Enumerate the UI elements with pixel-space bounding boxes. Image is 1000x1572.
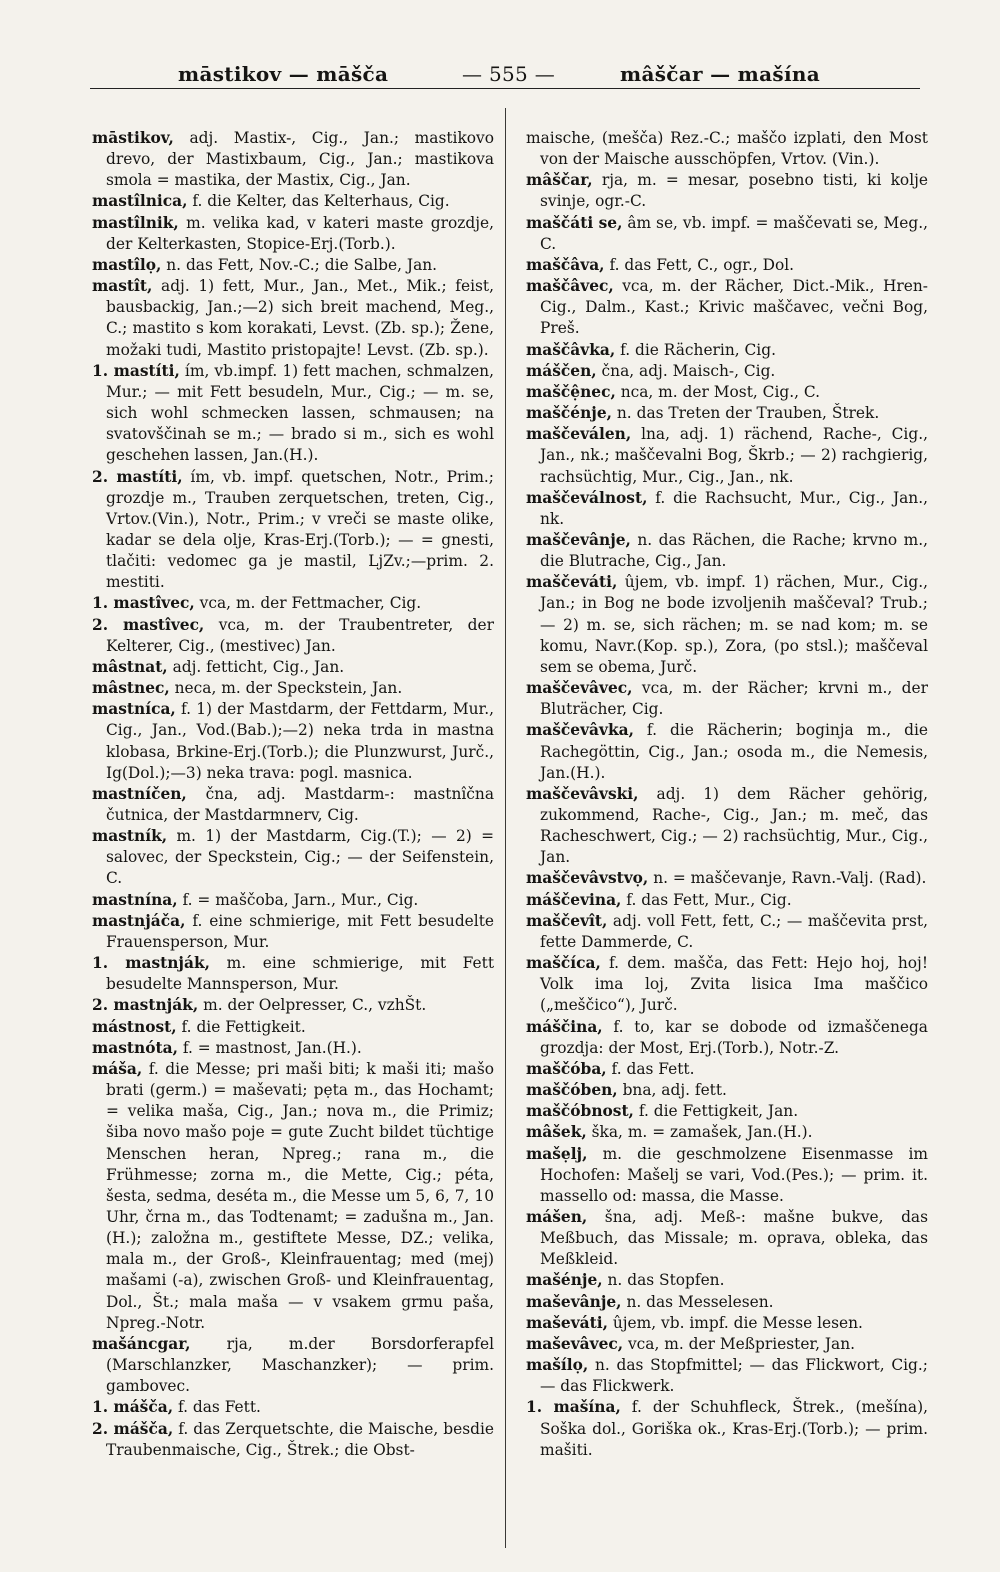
dictionary-entry <box>92 890 494 911</box>
entry-headword: maščáti se, <box>526 213 623 232</box>
dictionary-entry <box>92 657 494 678</box>
entry-definition: f. das Fett. <box>173 1398 261 1417</box>
entry-definition: rja, m. = mesar, posebno tisti, ki kolje svinje, ogr.-C. <box>540 171 928 211</box>
entry-definition: f. das Fett, Mur., Cig. <box>621 890 792 909</box>
entry-headword: maščóbnost, <box>526 1102 634 1121</box>
dictionary-entry <box>526 911 928 953</box>
dictionary-entry <box>526 784 928 869</box>
dictionary-entry <box>526 1397 928 1460</box>
entry-definition: m. 1) der Mastdarm, Cig.(T.); — 2) = salovec, der Speckstein, Cig.; — der Seifenstein, C. <box>106 827 494 888</box>
entry-headword: 1. mášča, <box>92 1398 174 1417</box>
entry-definition: rja, m.der Borsdorferapfel (Marschlanzker, Maschanzker); — prim. gambovec. <box>106 1334 494 1396</box>
entry-definition: f. die Kelter, das Kelterhaus, Cig. <box>187 192 450 211</box>
dictionary-entry <box>92 128 494 191</box>
dictionary-entry <box>92 276 494 361</box>
entry-definition: f. = maščoba, Jarn., Mur., Cig. <box>177 890 419 909</box>
entry-definition: adj. voll Fett, fett, C.; — maščevita prst, fette Dammerde, C. <box>540 911 928 951</box>
entry-definition: f. die Fettigkeit, Jan. <box>633 1102 799 1121</box>
dictionary-entry <box>526 361 928 382</box>
entry-headword: maščeválen, <box>526 425 632 444</box>
entry-headword: maščeváti, <box>526 573 618 592</box>
entry-headword: maščevâvka, <box>526 721 634 740</box>
dictionary-entry <box>526 488 928 530</box>
entry-headword: māstikov, <box>92 129 174 147</box>
dictionary-entry <box>526 678 928 720</box>
entry-headword: 2. mastnják, <box>92 996 199 1015</box>
dictionary-entry <box>526 170 928 212</box>
entry-headword: mastník, <box>92 827 168 846</box>
entry-headword: mastnjáča, <box>92 911 186 930</box>
entry-definition: neca, m. der Speckstein, Jan. <box>169 679 403 698</box>
entry-definition: vca, m. der Fettmacher, Cig. <box>194 594 422 613</box>
dictionary-entry <box>92 784 494 826</box>
entry-headword: maščóben, <box>526 1081 618 1100</box>
entry-headword: maščevâvec, <box>526 679 633 698</box>
entry-definition: n. das Rächen, die Rache; krvno m., die Blutrache, Cig., Jan. <box>540 530 928 571</box>
entry-headword: mastîlnik, <box>92 213 179 232</box>
entry-definition: n. das Treten der Trauben, Štrek. <box>612 404 880 423</box>
dictionary-entry <box>92 467 494 594</box>
dictionary-entry <box>526 1017 928 1059</box>
dictionary-entry <box>526 1207 928 1270</box>
entry-definition: čna, adj. Mastdarm-: mastnîčna čutnica, der Mastdarmnerv, Cig. <box>106 784 494 824</box>
dictionary-entry <box>92 1038 494 1059</box>
entry-definition: f. 1) der Mastdarm, der Fettdarm, Mur., Cig., Jan., Vod.(Bab.);—2) neka trda in mastna klobasa, Brkine-Erj.(Torb.); die Plunzwurst, Jurč., Ig(Dol.);—3) neka trava: pogl. masnica. <box>106 700 494 782</box>
dictionary-entry <box>526 572 928 678</box>
entry-definition: lna, adj. 1) rächend, Rache-, Cig., Jan., nk.; maščevalni Bog, Škrb.; — 2) rachgierig, rachsüchtig, Mur., Cig., Jan., nk. <box>540 425 928 486</box>
dictionary-entry <box>526 890 928 911</box>
entry-definition: n. das Stopfen. <box>602 1271 725 1290</box>
entry-definition: maische, (mešča) Rez.-C.; maščo izplati, den Most von der Maische ausschöpfen, Vrtov. (Vin.). <box>526 129 928 169</box>
dictionary-entry <box>526 340 928 361</box>
entry-definition: adj. 1) dem Rächer gehörig, zukommend, Rache-, Cig., Jan.; m. meč, das Racheschwert, Cig.; — 2) rachsüchtig, Mur., Cig., Jan. <box>540 784 928 867</box>
page-number: — 555 — <box>462 62 555 86</box>
entry-headword: máščina, <box>526 1017 603 1036</box>
entry-definition: m. der Oelpresser, C., vzhŠt. <box>198 996 427 1015</box>
entry-headword: maščíca, <box>526 954 601 973</box>
entry-headword: maščevâvski, <box>526 784 639 803</box>
entry-headword: mastîlnica, <box>92 192 188 211</box>
entry-definition: ím, vb. impf. quetschen, Notr., Prim.; grozdje m., Trauben zerquetschen, treten, Cig., Vrtov.(Vin.), Notr., Prim.; v vreči se maste olike, kadar se dela olje, Kras-Erj.(Torb.); — = gnesti, tlačiti: vedomec ga je mastil, LjZv.;—prim. 2. mestiti. <box>106 467 494 592</box>
entry-definition: vca, m. der Traubentreter, der Kelterer, Cig., (mestivec) Jan. <box>106 615 494 655</box>
dictionary-entry <box>526 1144 928 1207</box>
entry-headword: maščevâvstvọ, <box>526 869 649 888</box>
entry-headword: mašénje, <box>526 1271 603 1290</box>
entry-headword: 1. mastîvec, <box>92 594 195 613</box>
entry-definition: adj. 1) fett, Mur., Jan., Met., Mik.; feist, bausbackig, Jan.;—2) sich breit machend, Meg., C.; mastito s kom korakati, Levst. (Zb. sp.); Žene, možaki tudi, Mastito pristopajte! Levst. (Zb. sp.). <box>106 277 494 359</box>
dictionary-entry <box>526 1080 928 1101</box>
entry-definition: m. die geschmolzene Eisenmasse im Hochofen: Mašelj se vari, Vod.(Pes.); — prim. it. massello od: massa, die Masse. <box>540 1144 928 1205</box>
entry-headword: 1. mastíti, <box>92 361 180 380</box>
entry-headword: maščevânje, <box>526 530 631 549</box>
entry-headword: mastît, <box>92 277 153 296</box>
dictionary-entry <box>92 953 494 995</box>
dictionary-entry <box>92 1397 494 1418</box>
entry-definition: vca, m. der Rächer; krvni m., der Bluträcher, Cig. <box>540 679 928 719</box>
entry-headword: mašẹlj, <box>526 1144 588 1163</box>
dictionary-entry <box>92 1017 494 1038</box>
entry-headword: mášen, <box>526 1207 588 1226</box>
entry-headword: 1. mastnják, <box>92 954 210 973</box>
dictionary-entry <box>92 593 494 614</box>
dictionary-entry <box>526 128 928 170</box>
entry-headword: mâstnat, <box>92 657 168 676</box>
dictionary-entry <box>92 615 494 657</box>
dictionary-entry <box>526 1355 928 1397</box>
entry-headword: mašáncgar, <box>92 1334 191 1353</box>
entry-definition: bna, adj. fett. <box>617 1081 727 1100</box>
entry-headword: maščénje, <box>526 404 612 423</box>
dictionary-entry <box>526 1122 928 1143</box>
entry-headword: mastnína, <box>92 890 178 909</box>
dictionary-entry <box>92 911 494 953</box>
entry-definition: n. das Stopfmittel; — das Flickwort, Cig.; — das Flickwerk. <box>540 1356 928 1396</box>
entry-definition: f. das Fett, C., ogr., Dol. <box>604 255 795 274</box>
right-column <box>526 128 928 1461</box>
entry-definition: f. eine schmierige, mit Fett besudelte Frauensperson, Mur. <box>106 911 494 951</box>
dictionary-entry <box>92 1334 494 1397</box>
entry-headword: mastníca, <box>92 700 176 719</box>
entry-headword: mâšek, <box>526 1123 587 1142</box>
dictionary-entry <box>92 361 494 467</box>
dictionary-entry <box>92 213 494 255</box>
entry-definition: adj. fetticht, Cig., Jan. <box>167 657 345 676</box>
entry-headword: maščệnec, <box>526 382 616 401</box>
header-left-range: māstikov — māšča <box>178 62 389 86</box>
dictionary-entry <box>526 1313 928 1334</box>
entry-definition: ím, vb.impf. 1) fett machen, schmalzen, Mur.; — mit Fett besudeln, Mur., Cig.; — m. se, sich wohl schmecken lassen, schmausen; na svatovščinah se m.; — brado si m., sich es wohl geschehen lassen, Jan.(H.). <box>106 361 494 465</box>
dictionary-entry <box>92 678 494 699</box>
dictionary-entry <box>526 1059 928 1080</box>
entry-definition: vca, m. der Meßpriester, Jan. <box>623 1334 856 1353</box>
entry-headword: 1. mašína, <box>526 1398 621 1417</box>
entry-definition: f. = mastnost, Jan.(H.). <box>177 1038 362 1057</box>
entry-definition: ûjem, vb. impf. 1) rächen, Mur., Cig., Jan.; in Bog ne bode izvoljenih maščeval? Trub.; — 2) m. se, sich rächen; m. se nad kom; m. se komu, Navr.(Kop. sp.), Zora, (po stsl.); maščeval sem se obema, Jurč. <box>540 573 928 676</box>
dictionary-entry <box>526 403 928 424</box>
entry-headword: maševáti, <box>526 1313 608 1332</box>
entry-definition: čna, adj. Maisch-, Cig. <box>596 361 776 380</box>
entry-headword: maševâvec, <box>526 1334 624 1353</box>
entry-definition: f. der Schuhfleck, Štrek., (mešína), Soška dol., Goriška ok., Kras-Erj.(Torb.); — prim. mašiti. <box>540 1398 929 1459</box>
page-header <box>90 62 920 89</box>
entry-headword: mašílọ, <box>526 1356 589 1375</box>
dictionary-entry <box>526 1292 928 1313</box>
entry-headword: mastîlọ, <box>92 255 162 274</box>
entry-definition: f. die Fettigkeit. <box>176 1017 306 1036</box>
dictionary-entry <box>526 382 928 403</box>
entry-definition: ška, m. = zamašek, Jan.(H.). <box>586 1123 813 1142</box>
entry-definition: n. das Messelesen. <box>621 1292 774 1311</box>
entry-headword: máša, <box>92 1059 143 1078</box>
dictionary-entry <box>526 530 928 572</box>
entry-definition: f. die Rächerin, Cig. <box>615 340 776 359</box>
entry-headword: mastnóta, <box>92 1038 178 1057</box>
entry-definition: f. to, kar se dobode od izmaščenega grozdja: der Most, Erj.(Torb.), Notr.-Z. <box>540 1017 928 1057</box>
entry-definition: âm se, vb. impf. = maščevati se, Meg., C. <box>540 213 928 253</box>
dictionary-entry <box>526 255 928 276</box>
entry-headword: maščeválnost, <box>526 488 648 507</box>
left-column <box>92 128 494 1461</box>
entry-headword: maščâvka, <box>526 340 616 359</box>
entry-headword: maščevît, <box>526 911 608 930</box>
entry-definition: f. das Fett. <box>606 1059 695 1078</box>
dictionary-entry <box>92 1419 494 1461</box>
dictionary-entry <box>526 868 928 889</box>
entry-definition: n. = maščevanje, Ravn.-Valj. (Rad). <box>648 869 927 888</box>
dictionary-entry <box>92 1059 494 1334</box>
dictionary-entry <box>526 424 928 487</box>
entry-headword: mastníčen, <box>92 784 187 803</box>
entry-headword: 2. mastîvec, <box>92 615 205 634</box>
entry-headword: 2. mastíti, <box>92 467 183 486</box>
dictionary-entry <box>526 720 928 783</box>
entry-headword: máščevina, <box>526 890 622 909</box>
entry-definition: nca, m. der Most, Cig., C. <box>615 382 821 401</box>
dictionary-entry <box>526 1334 928 1355</box>
entry-headword: maščâva, <box>526 255 605 274</box>
entry-definition: m. velika kad, v kateri maste grozdje, der Kelterkasten, Stopice-Erj.(Torb.). <box>106 213 494 253</box>
entry-definition: m. eine schmierige, mit Fett besudelte Mannsperson, Mur. <box>106 954 494 994</box>
dictionary-entry <box>526 953 928 1016</box>
entry-headword: máščen, <box>526 361 597 380</box>
entry-headword: mástnost, <box>92 1017 177 1036</box>
entry-headword: maševânje, <box>526 1292 622 1311</box>
entry-definition: adj. Mastix-, Cig., Jan.; mastikovo drevo, der Mastixbaum, Cig., Jan.; mastikova smola = mastika, der Mastix, Cig., Jan. <box>106 129 494 190</box>
dictionary-entry <box>92 255 494 276</box>
entry-definition: f. das Zerquetschte, die Maische, besdie Traubenmaische, Cig., Štrek.; die Obst- <box>106 1419 494 1459</box>
dictionary-entry <box>526 1270 928 1291</box>
dictionary-entry <box>526 213 928 255</box>
entry-definition: šna, adj. Meß-: mašne bukve, das Meßbuch, das Missale; m. oprava, obleka, das Meßkleid. <box>540 1207 928 1269</box>
dictionary-entry <box>92 995 494 1016</box>
entry-headword: 2. mášča, <box>92 1419 174 1438</box>
column-divider <box>505 108 506 1548</box>
entry-headword: maščóba, <box>526 1059 607 1078</box>
dictionary-entry <box>92 191 494 212</box>
entry-definition: ûjem, vb. impf. die Messe lesen. <box>607 1313 863 1332</box>
entry-definition: f. die Rachsucht, Mur., Cig., Jan., nk. <box>540 488 928 528</box>
dictionary-entry <box>92 826 494 889</box>
entry-headword: mâščar, <box>526 171 593 190</box>
dictionary-entry <box>526 1101 928 1122</box>
dictionary-entry <box>92 699 494 784</box>
entry-headword: maščâvec, <box>526 277 614 296</box>
entry-definition: f. dem. mašča, das Fett: Hejo hoj, hoj! Volk ima loj, Zvita lisica Ima maščico („meščico“), Jurč. <box>540 954 928 1015</box>
entry-definition: vca, m. der Rächer, Dict.-Mik., Hren-Cig., Dalm., Kast.; Krivic maščavec, večni Bog, Preš. <box>540 277 928 338</box>
dictionary-entry <box>526 276 928 339</box>
entry-headword: mâstnec, <box>92 679 170 698</box>
entry-definition: n. das Fett, Nov.-C.; die Salbe, Jan. <box>161 255 438 274</box>
header-right-range: mâščar — mašína <box>620 62 820 86</box>
entry-definition: f. die Messe; pri maši biti; k maši iti; mašo brati (germ.) = maševati; pẹta m., das Hochamt; = velika maša, Cig., Jan.; nova m., die Primiz; šiba novo mašo poje = gute Zucht bildet tüchtige Menschen heran, Npreg.; rana m., die Frühmesse; zorna m., die Mette, Cig.; péta, šesta, sedma, deséta m., die Messe um 5, 6, 7, 10 Uhr, črna m., das Todtenamt; = zadušna m., Jan.(H.); založna m., gestiftete Messe, DZ.; velika, mala m., der Groß-, Kleinfrauentag; med (mej) mašami (-a), zwischen Groß- und Kleinfrauentag, Dol., Št.; mala maša — v vsakem grmu paša, Npreg.-Notr. <box>106 1059 494 1332</box>
entry-definition: f. die Rächerin; boginja m., die Rachegöttin, Cig., Jan.; osoda m., die Nemesis, Jan.(H.). <box>540 721 928 782</box>
